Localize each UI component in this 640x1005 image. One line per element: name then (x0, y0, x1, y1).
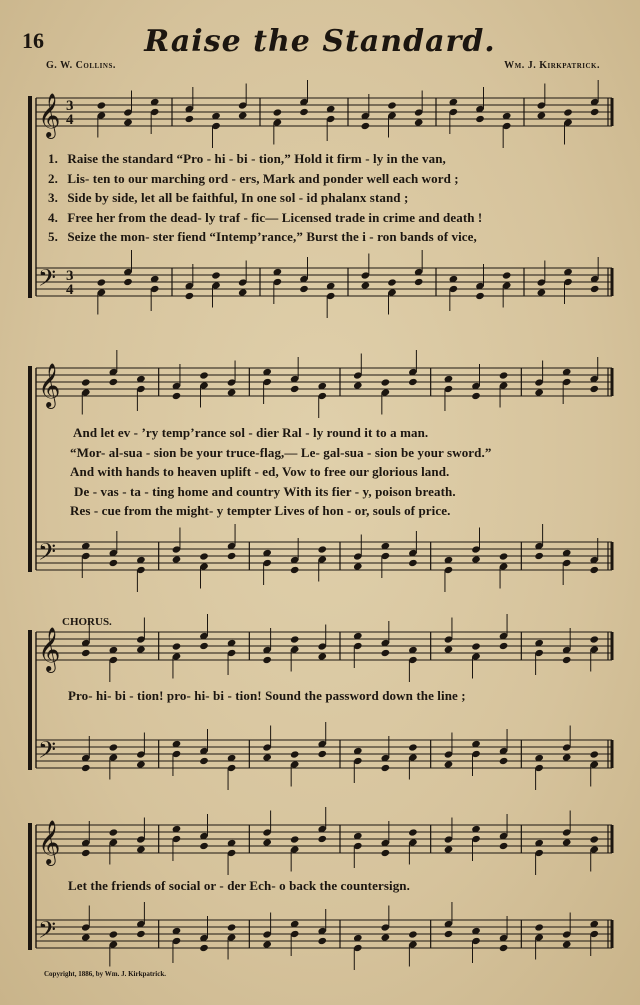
note-head (562, 838, 572, 846)
time-signature: 4 (66, 282, 74, 298)
chorus-label: CHORUS. (62, 616, 112, 628)
note-head (299, 108, 309, 116)
note-head (81, 849, 91, 857)
note-head (562, 940, 572, 948)
note-head (471, 555, 481, 563)
chorus-line-2: Let the friends of social or - der Ech- o back the countersign. (68, 878, 410, 893)
note-head (408, 743, 418, 751)
note-head (81, 933, 91, 941)
verse-line-5 (48, 229, 477, 245)
note-head (590, 285, 600, 293)
note-head (590, 108, 600, 116)
note-head (499, 642, 509, 650)
lyricist-credit: G. W. Collins. (46, 60, 116, 71)
note-head (534, 388, 544, 396)
note-head (97, 278, 107, 286)
note-head (136, 930, 146, 938)
note-head (136, 645, 146, 653)
note-head (381, 649, 391, 657)
note-head (408, 378, 418, 386)
note-head (199, 371, 209, 379)
verse-continuation-line-1: And let ev - ’ry temp’rance sol - dier Ral - ly round it to a man. (73, 425, 429, 440)
verse-number: 4. (48, 209, 58, 225)
verse-text: Free her from the dead- ly traf - fic— Licensed trade in crime and death ! (64, 209, 483, 225)
treble-clef-icon: 𝄞 (38, 93, 61, 137)
note-head (361, 122, 371, 130)
note-head (471, 642, 481, 650)
note-head (81, 649, 91, 657)
note-head (475, 115, 485, 123)
note-head (97, 101, 107, 109)
verse-line-2 (48, 171, 459, 187)
verse-continuation-line-4: De - vas - ta - ting home and country With its fier - y, poison breath. (74, 483, 456, 499)
verse-number: 1. (48, 151, 58, 166)
note-head (172, 555, 182, 563)
note-head (317, 835, 327, 843)
verse-number: 2. (48, 170, 58, 186)
verse-number: 5. (48, 229, 58, 244)
note-head (414, 118, 424, 126)
note-head (353, 381, 363, 389)
note-head (589, 566, 599, 574)
note-head (262, 656, 272, 664)
note-head (499, 944, 509, 952)
brace (28, 630, 32, 770)
brace (28, 366, 32, 572)
chorus-line-1: Pro- hi- bi - tion! pro- hi- bi - tion! Sound the password down the line ; (68, 688, 466, 703)
note-head (136, 845, 146, 853)
note-head (317, 750, 327, 758)
note-head (185, 115, 195, 123)
note-head (589, 835, 599, 843)
note-head (185, 292, 195, 300)
bass-clef-icon: 𝄢 (38, 916, 57, 949)
bass-clef-icon: 𝄢 (38, 264, 57, 297)
note-head (381, 933, 391, 941)
note-head (444, 760, 454, 768)
note-head (290, 566, 300, 574)
treble-clef-icon: 𝄞 (38, 820, 61, 864)
note-head (109, 828, 119, 836)
note-head (227, 388, 237, 396)
brace (28, 96, 32, 298)
note-head (290, 635, 300, 643)
note-head (172, 642, 182, 650)
note-head (499, 842, 509, 850)
note-head (589, 635, 599, 643)
note-head (589, 750, 599, 758)
note-head (109, 743, 119, 751)
copyright-notice: Copyright, 1886, by Wm. J. Kirkpatrick. (44, 970, 166, 978)
note-head (262, 838, 272, 846)
bass-clef-icon: 𝄢 (38, 736, 57, 769)
note-head (562, 656, 572, 664)
note-head (290, 835, 300, 843)
note-head (227, 923, 237, 931)
verse-number: 3. (48, 190, 58, 205)
note-head (227, 552, 237, 560)
note-head (499, 757, 509, 765)
time-signature: 3 (66, 98, 74, 114)
composer-credit: Wm. J. Kirkpatrick. (504, 60, 600, 71)
note-head (408, 828, 418, 836)
note-head (81, 378, 91, 386)
note-head (123, 278, 133, 286)
note-head (475, 292, 485, 300)
note-head (109, 559, 119, 567)
verse-line-3 (48, 190, 408, 206)
note-head (534, 552, 544, 560)
note-head (199, 642, 209, 650)
note-head (471, 392, 481, 400)
note-head (199, 944, 209, 952)
treble-clef-icon: 𝄞 (38, 627, 61, 671)
verse-line-4 (48, 210, 482, 226)
note-head (381, 764, 391, 772)
verse-continuation-line-2: “Mor- al-sua - sion be your truce-flag,— Le- gal-sua - sion be your sword.” (70, 444, 492, 460)
time-signature: 3 (66, 268, 74, 284)
verse-text: Side by side, let all be faithful, In one sol - id phalanx stand ; (64, 190, 409, 205)
note-head (262, 940, 272, 948)
note-head (211, 271, 221, 279)
note-head (317, 545, 327, 553)
note-head (381, 378, 391, 386)
note-head (136, 760, 146, 768)
note-head (408, 930, 418, 938)
note-head (534, 923, 544, 931)
note-head (444, 930, 454, 938)
note-head (109, 378, 119, 386)
note-head (499, 371, 509, 379)
note-head (199, 552, 209, 560)
note-head (537, 111, 547, 119)
verse-continuation-line-3: And with hands to heaven uplift - ed, Vow to free our glorious land. (70, 464, 450, 479)
note-head (290, 385, 300, 393)
note-head (444, 845, 454, 853)
hymn-title: Raise the Standard. (144, 24, 496, 59)
note-head (414, 278, 424, 286)
note-head (353, 562, 363, 570)
verse-text: Raise the standard “Pro - hi - bi - tion,” Hold it firm - ly in the van, (64, 151, 446, 166)
page-number: 16 (22, 28, 44, 53)
note-head (408, 559, 418, 567)
note-head (109, 930, 119, 938)
note-head (199, 842, 209, 850)
treble-clef-icon: 𝄞 (38, 363, 61, 407)
note-head (262, 753, 272, 761)
note-head (273, 108, 283, 116)
note-head (299, 285, 309, 293)
note-head (199, 757, 209, 765)
bass-clef-icon: 𝄢 (38, 538, 57, 571)
note-head (290, 750, 300, 758)
note-head (317, 937, 327, 945)
note-head (238, 111, 248, 119)
brace (28, 823, 32, 950)
verse-text: Seize the mon- ster fiend “Intemp’rance,” Burst the i - ron bands of vice, (64, 229, 477, 244)
note-head (562, 753, 572, 761)
note-head (563, 108, 573, 116)
note-head (499, 552, 509, 560)
note-head (537, 288, 547, 296)
note-head (502, 271, 512, 279)
note-head (387, 278, 397, 286)
note-head (317, 652, 327, 660)
verse-line-1 (48, 151, 446, 167)
time-signature: 4 (66, 112, 74, 128)
note-head (381, 849, 391, 857)
note-head (589, 385, 599, 393)
note-head (361, 281, 371, 289)
note-head (123, 118, 133, 126)
note-head (444, 645, 454, 653)
note-head (172, 392, 182, 400)
verse-continuation-line-5: Res - cue from the might- y tempter Lives of hon - or, souls of price. (70, 503, 451, 518)
note-head (238, 288, 248, 296)
note-head (81, 764, 91, 772)
note-head (387, 101, 397, 109)
verse-text: Lis- ten to our marching ord - ers, Mark and ponder well each word ; (64, 170, 459, 186)
